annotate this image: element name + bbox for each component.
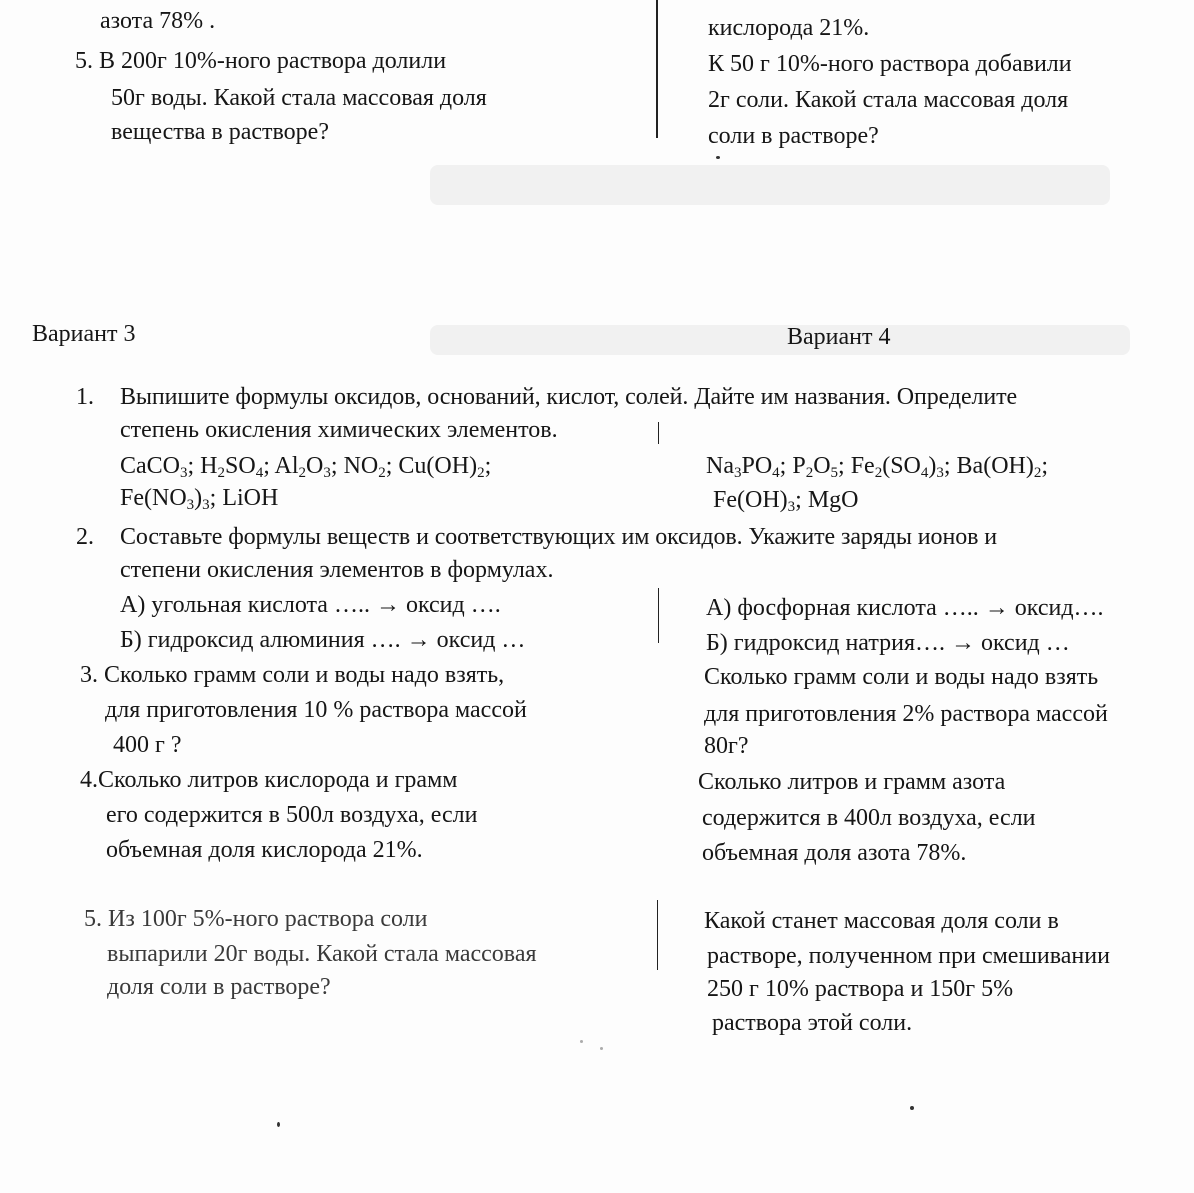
formula-subscript: 3 xyxy=(787,499,796,515)
task5-v4-line2: растворе, полученном при смешивании xyxy=(707,943,1110,969)
formula-subscript: 3 xyxy=(733,465,742,481)
task2-line2: степени окисления элементов в формулах. xyxy=(120,557,554,583)
task5-v4-line3: 250 г 10% раствора и 150г 5% xyxy=(707,976,1014,1002)
scan-smudge-top xyxy=(430,165,1110,205)
task4-v3-line2: его содержится в 500л воздуха, если xyxy=(106,802,478,828)
formula-subscript: 4 xyxy=(772,465,780,481)
task5-v4-line4: раствора этой соли. xyxy=(712,1010,913,1036)
task2-v3-b: Б) гидроксид алюминия …. → оксид … xyxy=(120,627,526,653)
task3-v3-line2: для приготовления 10 % раствора массой xyxy=(105,697,527,723)
formula-subscript: 2 xyxy=(217,465,226,481)
column-divider-formulas xyxy=(658,422,659,444)
formula-subscript: 2 xyxy=(874,465,883,481)
task1-line2: степень окисления химических элементов. xyxy=(120,417,558,443)
top-left-line-a: азота 78% . xyxy=(100,8,216,34)
top-right-line-a: кислорода 21%. xyxy=(708,15,870,41)
top-left-q5-line2: 50г воды. Какой стала массовая доля xyxy=(111,85,487,111)
column-divider-top xyxy=(656,0,658,138)
task2-line1: Составьте формулы веществ и соответствующих им оксидов. Укажите заряды ионов и xyxy=(120,524,997,550)
task4-v4-line2: содержится в 400л воздуха, если xyxy=(702,805,1036,831)
task1-v4-formulas-line2: $Fe(OH)_3$; MgO xyxy=(713,487,859,515)
scan-speck xyxy=(600,1047,603,1050)
task1-v3-formulas-line2: $Fe(NO_3)_3$; LiOH xyxy=(120,485,279,513)
top-left-q5-line1: 5. В 200г 10%-ного раствора долили xyxy=(75,48,447,74)
formula-subscript: 2 xyxy=(298,465,307,481)
top-right-q5-line2: 2г соли. Какой стала массовая доля xyxy=(708,87,1069,113)
task2-number: 2. xyxy=(76,524,94,550)
task5-v3-line2: выпарили 20г воды. Какой стала массовая xyxy=(107,941,537,967)
formula-subscript: 4 xyxy=(920,465,929,481)
formula-subscript: 3 xyxy=(186,497,195,513)
task5-v3-line1: 5. Из 100г 5%-ного раствора соли xyxy=(84,906,428,932)
formula-subscript: 3 xyxy=(202,497,210,513)
formula-subscript: 3 xyxy=(936,465,944,481)
task2-v4-a: А) фосфорная кислота ….. → оксид…. xyxy=(706,595,1104,621)
top-right-q5-line3: соли в растворе? xyxy=(708,123,879,149)
task4-v3-line3: объемная доля кислорода 21%. xyxy=(106,837,423,863)
scan-smudge-mid xyxy=(430,325,1130,355)
task4-v4-line3: объемная доля азота 78%. xyxy=(702,840,967,866)
variant-4-title: Вариант 4 xyxy=(787,324,891,350)
formula-subscript: 3 xyxy=(323,465,331,481)
top-right-q5-line1: К 50 г 10%-ного раствора добавили xyxy=(708,51,1072,77)
task2-v4-b: Б) гидроксид натрия…. → оксид … xyxy=(706,630,1070,656)
task3-v3-line3: 400 г ? xyxy=(113,732,182,758)
column-divider-task2 xyxy=(658,588,659,643)
scan-speck xyxy=(716,156,720,159)
task3-v4-line2: для приготовления 2% раствора массой xyxy=(704,701,1108,727)
task5-v4-line1: Какой станет массовая доля соли в xyxy=(704,908,1059,934)
formula-subscript: 5 xyxy=(830,465,839,481)
formula-subscript: 2 xyxy=(805,465,814,481)
task3-v4-line1: Сколько грамм соли и воды надо взять xyxy=(704,664,1099,690)
task3-v4-line3: 80г? xyxy=(704,733,749,759)
task5-v3-line3: доля соли в растворе? xyxy=(107,974,331,1000)
scan-speck xyxy=(910,1106,914,1110)
task3-v3-line1: 3. Сколько грамм соли и воды надо взять, xyxy=(80,662,505,688)
scan-speck xyxy=(277,1122,280,1127)
task2-v3-a: А) угольная кислота ….. → оксид …. xyxy=(120,592,501,618)
formula-subscript: 2 xyxy=(477,465,485,481)
task4-v4-line1: Сколько литров и грамм азота xyxy=(698,769,1006,795)
variant-3-title: Вариант 3 xyxy=(32,321,136,347)
task1-number: 1. xyxy=(76,384,94,410)
task1-line1: Выпишите формулы оксидов, оснований, кислот, солей. Дайте им названия. Определите xyxy=(120,384,1018,410)
formula-subscript: 2 xyxy=(1033,465,1042,481)
task4-v3-line1: 4.Сколько литров кислорода и грамм xyxy=(80,767,458,793)
formula-subscript: 3 xyxy=(180,465,188,481)
column-divider-task5 xyxy=(657,900,658,970)
task1-v4-formulas: $Na_3PO_4$; $P_2O_5$; $Fe_2(SO_4)_3$; $Ba(OH)_2$; xyxy=(706,453,1049,481)
formula-subscript: 2 xyxy=(378,465,386,481)
top-left-q5-line3: вещества в растворе? xyxy=(111,119,329,145)
task1-v3-formulas: CaCO$_3$; $H_2SO_4$; $Al_2O_3$; $NO_2$; $Cu(OH)_2$; xyxy=(120,453,492,481)
scan-speck xyxy=(580,1040,583,1043)
formula-subscript: 4 xyxy=(255,465,264,481)
